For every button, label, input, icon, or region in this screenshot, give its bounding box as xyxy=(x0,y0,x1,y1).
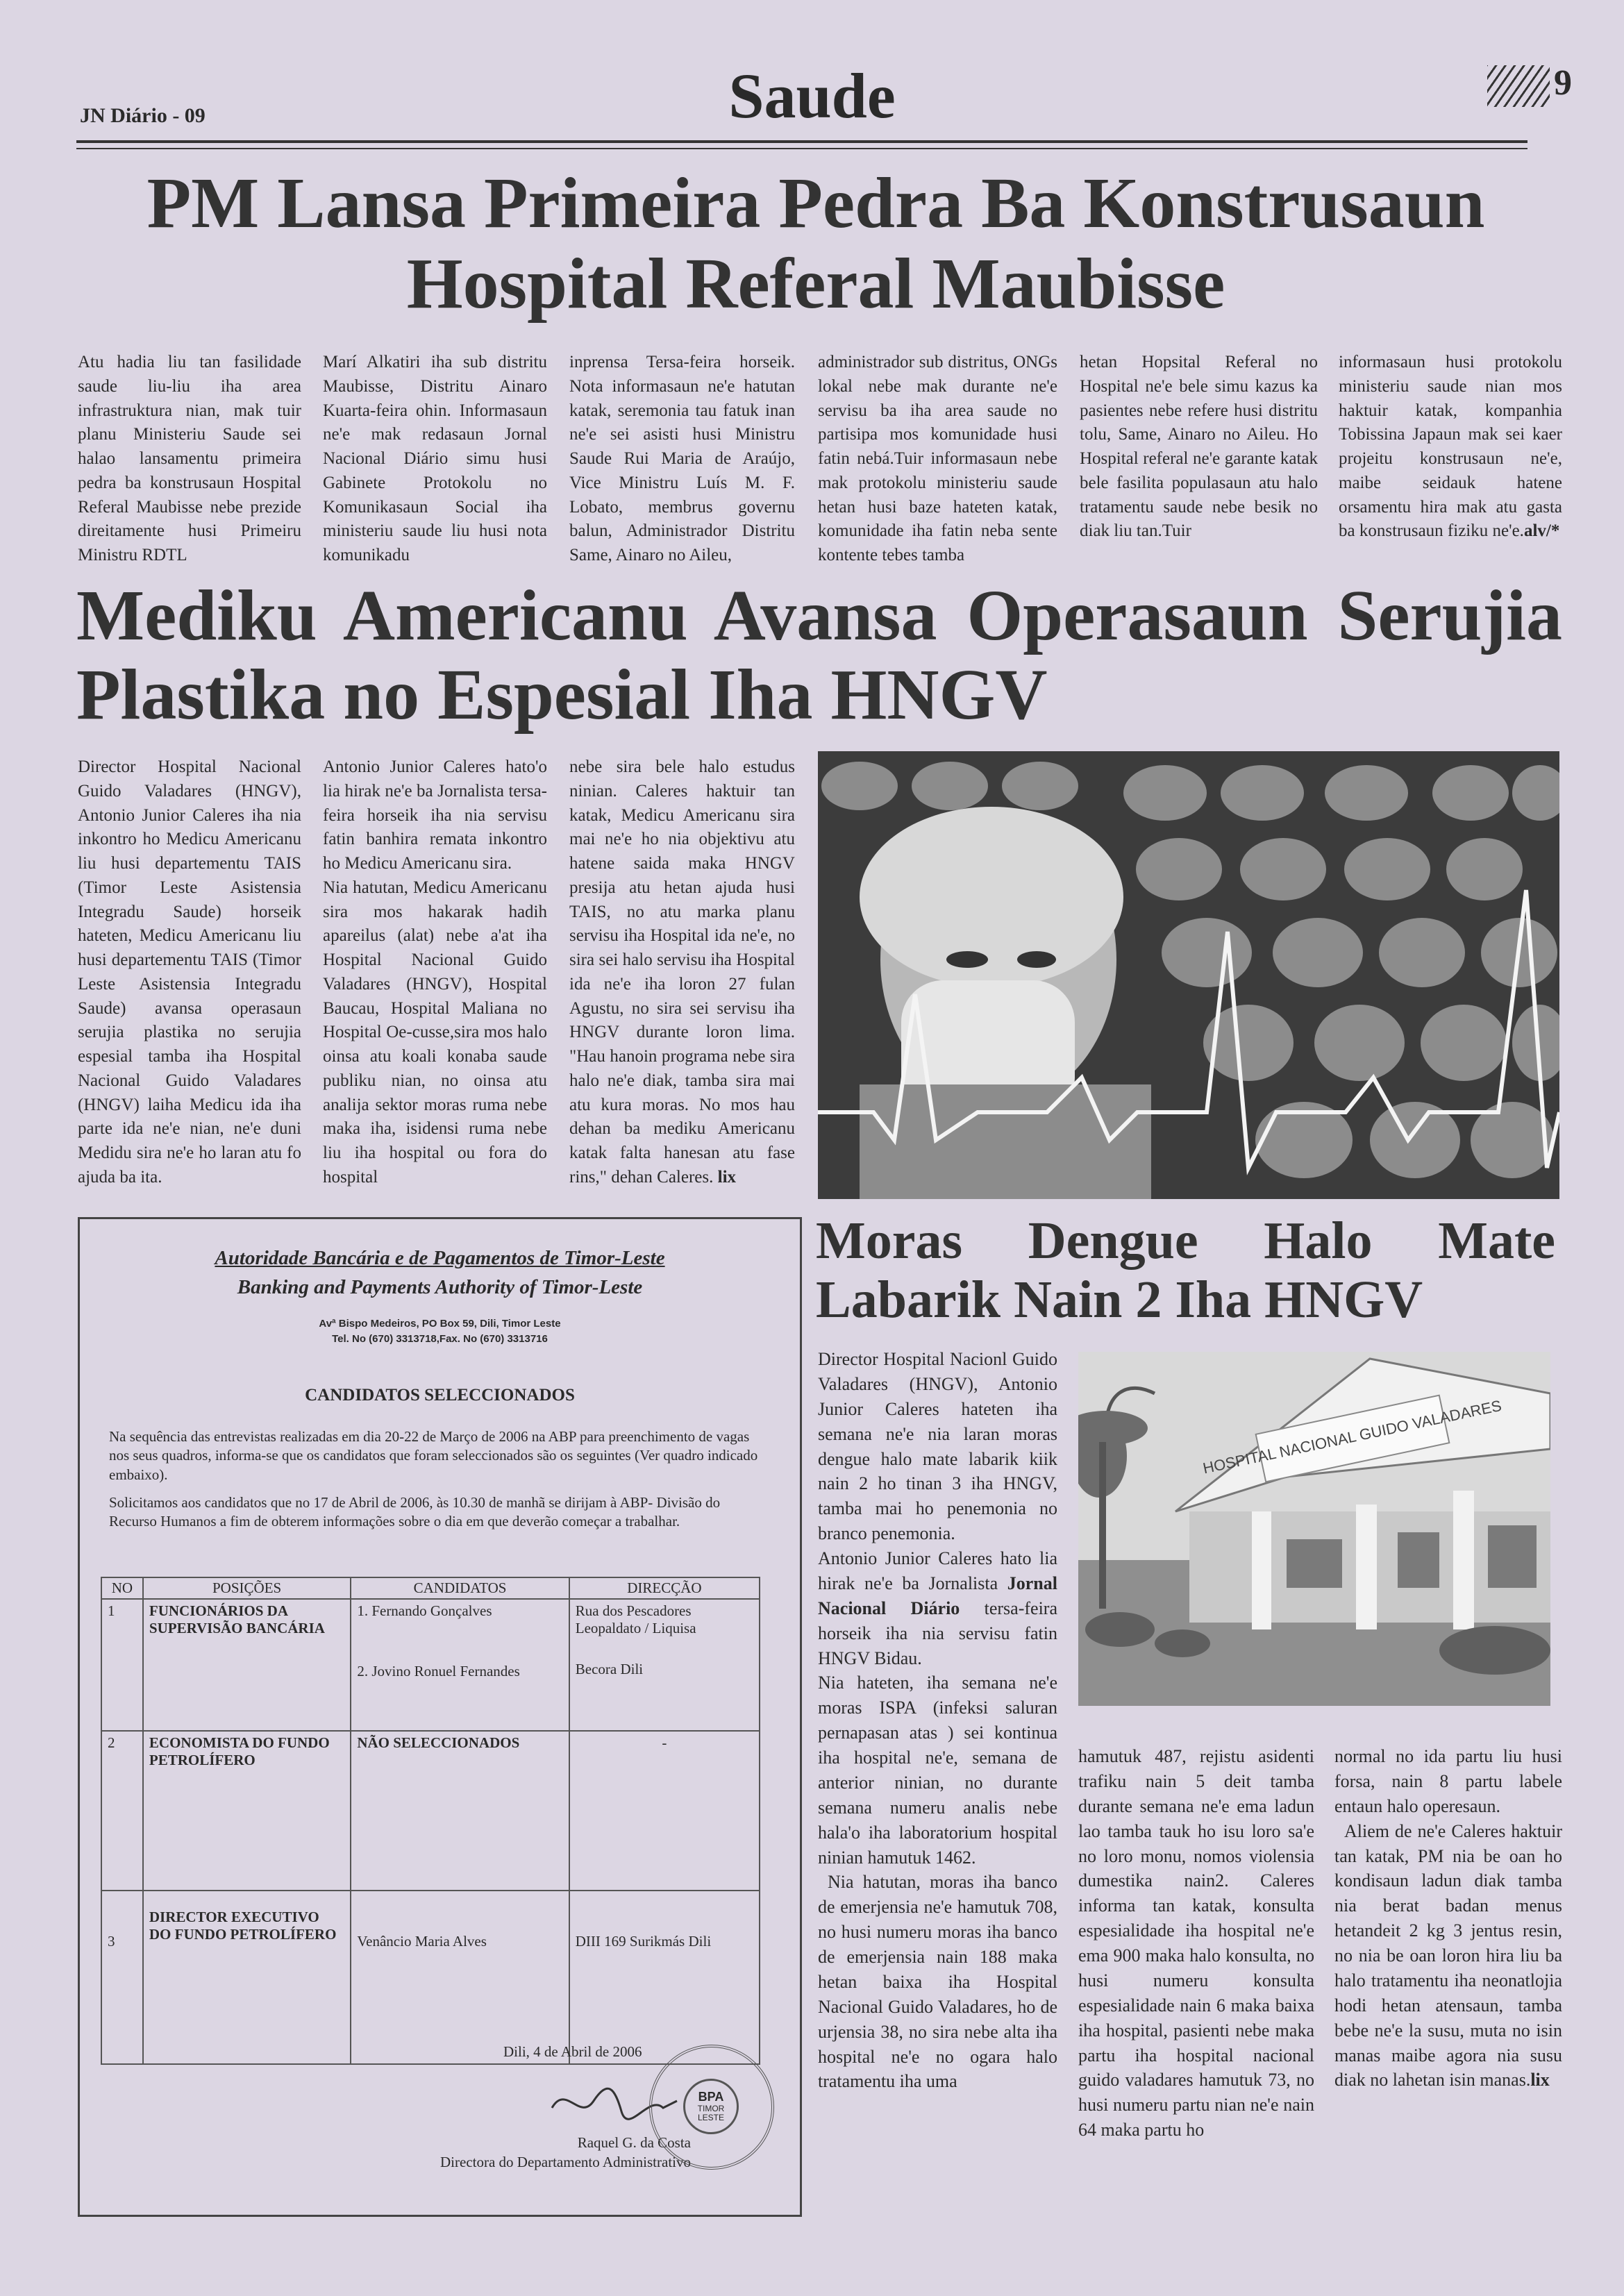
hospital-sign-text: HOSPITAL NACIONAL GUIDO VALADARES xyxy=(1201,1396,1503,1477)
table-row: 1 FUNCIONÁRIOS DA SUPERVISÃO BANCÁRIA 1. Fernando Gonçalves 2. Jovino Ronuel Fernandes Rua dos Pescadores Leopaldato / Liquisa Becora Dili xyxy=(101,1599,760,1731)
table-row: 3 DIRECTOR EXECUTIVO DO FUNDO PETROLÍFERO Venâncio Maria Alves DIII 169 Surikmás Dili xyxy=(101,1891,760,2064)
article1-col3: inprensa Tersa-feira horseik. Nota informasaun ne'e hatutan katak, seremonia tau fatuk inan ne'e sei asisti husi Ministru Saude Rui Maria de Araújo, Vice Ministru Luís M. F. Lobato, membrus governu balun, Administrador Distritu Same, Ainaro no Aileu, xyxy=(569,353,795,564)
surgeon-scan-illustration xyxy=(818,751,1559,1199)
article2-col1: Director Hospital Nacional Guido Valadares (HNGV), Antonio Junior Caleres iha nia inkontro ho Medicu Americanu liu husi departementu TAIS (Timor Leste Asistensia Integradu Saude) horseik hateten, Medicu Americanu liu husi departementu TAIS (Timor Leste Asistensia Integradu Saude) avansa operasaun serujia plastika no serujia espesial tamba iha Hospital Nacional Guido Valadares (HNGV) laiha Medicu ida iha parte ida ne'e nian, ne'e duni Medidu sira ne'e ho laran atu fo ajuda ba ita. xyxy=(78,757,301,1187)
stamp-center: BPA TIMOR LESTE xyxy=(683,2079,739,2134)
announcement-paragraph-1: Na sequência das entrevistas realizadas em dia 20-22 de Março de 2006 na ABP para preenchimento de vagas nos seus quadros, informa-se que os candidatos que foram seleccionados são os seguintes (Ver quadro indicado embaixo). xyxy=(109,1428,758,1483)
article2-headline: Mediku Americanu Avansa Operasaun Serujia Plastika no Espesial Iha HNGV xyxy=(76,576,1562,735)
hatch-ornament-icon xyxy=(1487,65,1550,107)
article3-col2: hamutuk 487, rejistu asidenti trafiku nain 5 deit tamba durante semana ne'e ema ladun lao tamba tauk ho isu loro sa'e no loro monu, nomos violensia dumestika nain2. Caleres informa tan katak, konsulta espesialidade iha hospital ne'e ema 900 maka halo konsulta, no husi numeru konsulta espesialidade nain 6 maka baixa iha hospital, pasienti nebe maka partu iha hospital nacional guido valadares hamutuk 73, no husi numeru partu nian ne'e nain 64 maka partu ho xyxy=(1078,1746,1314,2140)
article1-col6: informasaun husi protokolu ministeriu saude nian mos haktuir katak, kompanhia Tobissina Japaun mak sei kaer projeitu konstrusaun ne'e, maibe seidauk hatene orsamentu hira mak atu gasta ba konstrusaun fiziku ne'e.alv/* xyxy=(1339,353,1562,541)
signatory-name: Raquel G. da Costa xyxy=(577,2134,691,2151)
hospital-building-illustration xyxy=(1078,1352,1550,1706)
surgeon-scan-photo xyxy=(818,751,1559,1199)
masthead-rule-thin xyxy=(76,148,1527,149)
article1-col2: Marí Alkatiri iha sub distritu Maubisse, Distritu Ainaro Kuarta-feira ohin. Informasaun ne'e mak redasaun Jornal Nacional Diário simu husi Gabinete Protokolu no Komunikasaun Social iha ministeriu saude liu husi nota komunikadu xyxy=(323,353,547,564)
masthead-rule xyxy=(76,140,1527,143)
paper-issue-label: JN Diário - 09 xyxy=(80,104,206,127)
official-stamp xyxy=(649,2045,774,2170)
article2-signature: lix xyxy=(717,1167,737,1187)
table-header-position: POSIÇÕES xyxy=(143,1577,351,1599)
announcement-paragraph-2: Solicitamos aos candidatos que no 17 de Abril de 2006, às 10.30 de manhã se dirijam à ABP- Divisão do Recurso Humanos a fim de obterem informações sobre o dia em que deverão começar a trabalhar. xyxy=(109,1494,721,1530)
article1-signature: alv/* xyxy=(1523,521,1560,541)
hospital-building-photo xyxy=(1078,1352,1550,1706)
announcement-title: CANDIDATOS SELECCIONADOS xyxy=(305,1386,575,1405)
article2-col2: Antonio Junior Caleres hato'o lia hirak ne'e ba Jornalista tersa-feira horseik iha nia servisu fatin banhira remata inkontro ho Medicu Americanu sira. Nia hatutan, Medicu Americanu sira mos hakarak hadih apareilus (alat) nebe a'at iha Hospital Nacional Guido Valadares (HNGV), Hospital Baucau, Hospital Maliana no Hospital Oe-cusse,sira mos halo oinsa atu koali konaba saude publiku nian, no oinsa atu analija sektor moras ruma nebe maka iha, isidensi ruma nebe liu iha hospital ou fora do hospital xyxy=(323,757,547,1187)
page-number: 9 xyxy=(1487,62,1572,107)
table-row: 2 ECONOMISTA DO FUNDO PETROLÍFERO NÃO SELECCIONADOS - xyxy=(101,1731,760,1891)
article2-col3: nebe sira bele halo estudus ninian. Caleres haktuir tan katak, Medicu Americanu sira mai ne'e ho nia objektivu atu hatene saida maka HNGV presija atu hetan ajuda husi TAIS, no atu marka planu servisu iha Hospital ida ne'e, no sira sei halo servisu iha Hospital ida ne'e iha loron 27 fulan Agustu, no sira sei servisu iha HNGV durante loron lima. "Hau hanoin programa nebe sira halo ne'e diak, tamba sira mai atu kura moras. No mos hau dehan ba mediku Americanu katak falta hanesan atu fase rins," dehan Caleres. lix xyxy=(569,757,795,1187)
article1-col1: Atu hadia liu tan fasilidade saude liu-liu iha area infrastruktura nian, mak tuir planu Ministeriu Saude sei halao lansamentu primeira pedra ba konstrusaun Hospital Referal Maubisse nebe prezide direitamente husi Primeiru Ministru RDTL xyxy=(78,353,301,564)
section-title: Saude xyxy=(728,60,896,131)
institution-name-pt: Autoridade Bancária e de Pagamentos de Timor-Leste xyxy=(215,1247,665,1269)
institution-name-en: Banking and Payments Authority of Timor-Leste xyxy=(237,1276,643,1298)
article3-signature: lix xyxy=(1530,2070,1550,2090)
article3-col3: normal no ida partu liu husi forsa, nain 8 partu labele entaun halo operesaun. Aliem de ne'e Caleres haktuir tan katak, PM nia be oan ho kondisaun ladun diak tamba nia berat badan menus hetandeit 2 kg 3 jentus resin, no nia be oan loron hira liu ba halo tratamentu iha neonatlojia hodi hetan atensaun, tamba bebe ne'e la susu, muta no isin manas maibe agora nia susu diak no lahetan isin manas.lix xyxy=(1334,1746,1562,2090)
signatory-role: Directora do Departamento Administrativo xyxy=(440,2154,691,2170)
table-header-row xyxy=(101,1577,760,1599)
institution-address: Avª Bispo Medeiros, PO Box 59, Dili, Timor Leste Tel. No (670) 3313718,Fax. No (670) 3313716 xyxy=(319,1318,561,1345)
article1-col5: hetan Hopsital Referal no Hospital ne'e bele simu kazus ka pasientes nebe refere husi distritu tolu, Same, Ainaro no Aileu. Ho Hospital referal ne'e garante katak bele fasilita populasaun atu halo tratamentu saude nebe besik no diak liu tan.Tuir xyxy=(1080,353,1318,541)
candidates-table xyxy=(101,1577,760,2065)
table-header-direction: DIRECÇÃO xyxy=(569,1577,760,1599)
table-header-candidates: CANDIDATOS xyxy=(351,1577,569,1599)
place-date: Dili, 4 de Abril de 2006 xyxy=(503,2043,642,2060)
article3-col1: Director Hospital Nacionl Guido Valadares (HNGV), Antonio Junior Caleres hateten iha semana ne'e nia laran moras dengue halo mate labarik kiik nain 2 ho tinan 3 iha HNGV, tamba mai ho penemonia no branco penemonia. Antonio Junior Caleres hato lia hirak ne'e ba Jornalista Jornal Nacional Diário tersa-feira horseik iha nia servisu fatin HNGV Bidau. Nia hateten, iha semana ne'e moras ISPA (infeksi saluran pernapasan atas ) sei kontinua iha hospital ne'e, semana de anterior ninian, no durante semana numeru analis nebe hala'o iha laboratorium hospital ninian hamutuk 1462. Nia hatutan, moras iha banco de emerjensia ne'e hamutuk 708, no husi numeru moras iha banco de emerjensia nain 188 maka hetan baixa iha Hospital Nacional Guido Valadares, ho de urjensia 38, no sira nebe alta iha hospital ne'e no ogara halo tratamentu iha uma xyxy=(818,1349,1057,2092)
article1-headline: PM Lansa Primeira Pedra Ba Konstrusaun Hospital Referal Maubisse xyxy=(147,163,1485,324)
table-header-no: NO xyxy=(101,1577,143,1599)
article3-headline: Moras Dengue Halo Mate Labarik Nain 2 Iha HNGV xyxy=(816,1212,1555,1330)
article1-col4: administrador sub distritus, ONGs lokal nebe mak durante ne'e servisu ba iha area saude no partisipa mos komunidade husi fatin nebá.Tuir informasaun nebe mak protokolu ministeriu saude hetan husi baze hateten katak, komunidade iha fatin neba sente kontente tebes tamba xyxy=(818,353,1057,564)
